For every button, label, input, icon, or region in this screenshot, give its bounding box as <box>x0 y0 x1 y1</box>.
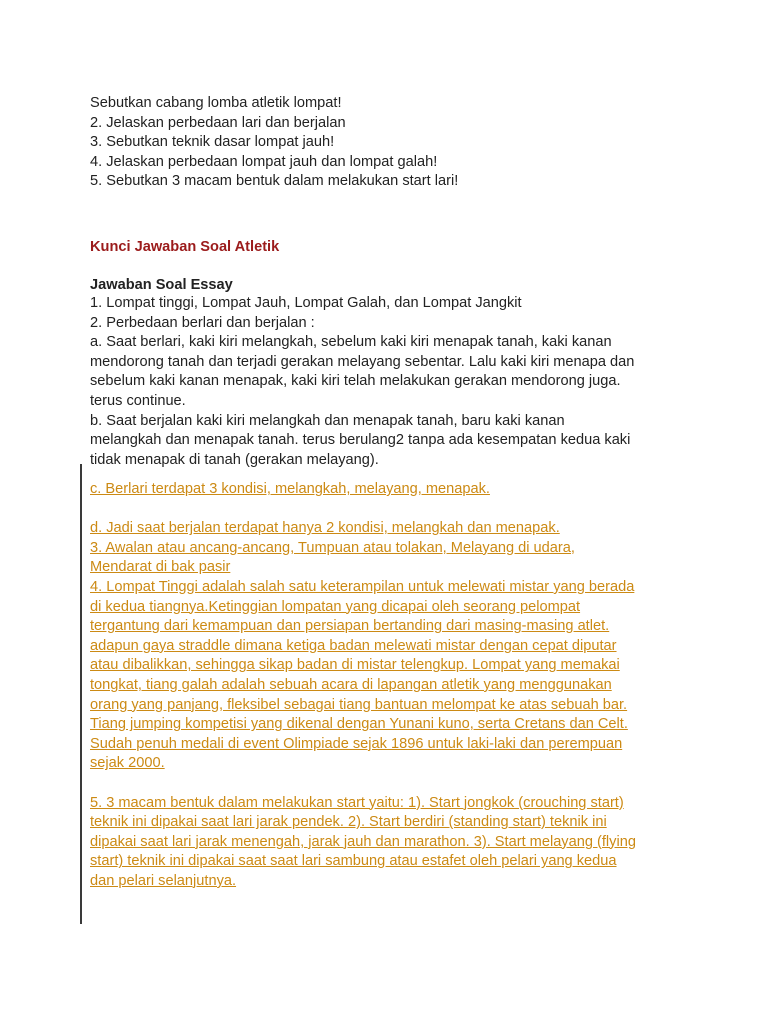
essay-heading: Jawaban Soal Essay <box>90 277 233 293</box>
answer-line: terus continue. <box>90 392 186 409</box>
question-item: 2. Jelaskan perbedaan lari dan berjalan <box>90 114 346 131</box>
question-item: 3. Sebutkan teknik dasar lompat jauh! <box>90 134 335 151</box>
answer-link-4[interactable]: 4. Lompat Tinggi adalah salah satu keterampilan untuk melewati mistar yang berada <box>90 578 635 595</box>
answer-line: sebelum kaki kanan menapak, kaki kiri telah melakukan gerakan mendorong juga. <box>90 373 621 390</box>
answer-link-4[interactable]: sejak 2000. <box>90 755 165 772</box>
answer-link-5[interactable]: 5. 3 macam bentuk dalam melakukan start yaitu: 1). Start jongkok (crouching start) <box>90 794 624 811</box>
answer-link-4[interactable]: atau dibalikkan, sehingga sikap badan di mistar telengkup. Lompat yang memakai <box>90 657 620 674</box>
answer-link-3[interactable]: 3. Awalan atau ancang-ancang, Tumpuan atau tolakan, Melayang di udara, <box>90 539 575 556</box>
question-item: 4. Jelaskan perbedaan lompat jauh dan lompat galah! <box>90 153 438 170</box>
answer-link-4[interactable]: tongkat, tiang galah adalah sebuah acara di lapangan atletik yang menggunakan <box>90 676 612 693</box>
answer-link-4[interactable]: tergantung dari kemampuan dan persiapan bertanding dari masing-masing atlet. <box>90 618 610 635</box>
margin-change-bar <box>80 464 82 924</box>
answer-line: mendorong tanah dan terjadi gerakan melayang sebentar. Lalu kaki kiri menapa dan <box>90 353 635 370</box>
answer-link-4[interactable]: Sudah penuh medali di event Olimpiade sejak 1896 untuk laki-laki dan perempuan <box>90 735 623 752</box>
answer-link-d[interactable]: d. Jadi saat berjalan terdapat hanya 2 kondisi, melangkah dan menapak. <box>90 520 560 537</box>
answer-link-5[interactable]: teknik ini dipakai saat lari jarak pendek. 2). Start berdiri (standing start) teknik ini <box>90 814 607 831</box>
question-item: 5. Sebutkan 3 macam bentuk dalam melakukan start lari! <box>90 173 459 190</box>
answer-link-4[interactable]: orang yang panjang, fleksibel sebagai tiang bantuan melompat ke atas sebuah bar. <box>90 696 628 713</box>
answer-link-4[interactable]: adapun gaya straddle dimana ketiga badan melewati mistar dengan cepat diputar <box>90 637 617 654</box>
question-item: Sebutkan cabang lomba atletik lompat! <box>90 95 342 111</box>
answer-link-5[interactable]: start) teknik ini dipakai saat saat lari sambung atau estafet oleh pelari yang kedua <box>90 853 617 870</box>
answer-key-title: Kunci Jawaban Soal Atletik <box>90 239 280 255</box>
answer-line: b. Saat berjalan kaki kiri melangkah dan menapak tanah, baru kaki kanan <box>90 412 565 429</box>
answer-line: melangkah dan menapak tanah. terus berulang2 tanpa ada kesempatan kedua kaki <box>90 432 631 449</box>
answer-line: tidak menapak di tanah (gerakan melayang). <box>90 451 379 468</box>
answer-list-plain <box>90 294 690 470</box>
question-list <box>90 94 690 192</box>
answer-link-3[interactable]: Mendarat di bak pasir <box>90 559 231 576</box>
answer-link-4[interactable]: Tiang jumping kompetisi yang dikenal dengan Yunani kuno, serta Cretans dan Celt. <box>90 716 628 733</box>
answer-link-c[interactable]: c. Berlari terdapat 3 kondisi, melangkah, melayang, menapak. <box>90 481 490 497</box>
answer-list-linked <box>90 480 690 891</box>
answer-link-4[interactable]: di kedua tiangnya.Ketinggian lompatan yang dicapai oleh seorang pelompat <box>90 598 581 615</box>
answer-line: 2. Perbedaan berlari dan berjalan : <box>90 314 315 331</box>
answer-line: 1. Lompat tinggi, Lompat Jauh, Lompat Galah, dan Lompat Jangkit <box>90 295 522 311</box>
answer-link-5[interactable]: dan pelari selanjutnya. <box>90 872 237 889</box>
answer-line: a. Saat berlari, kaki kiri melangkah, sebelum kaki kiri menapak tanah, kaki kanan <box>90 334 612 351</box>
answer-link-5[interactable]: dipakai saat lari jarak menengah, jarak jauh dan marathon. 3). Start melayang (flying <box>90 833 636 850</box>
